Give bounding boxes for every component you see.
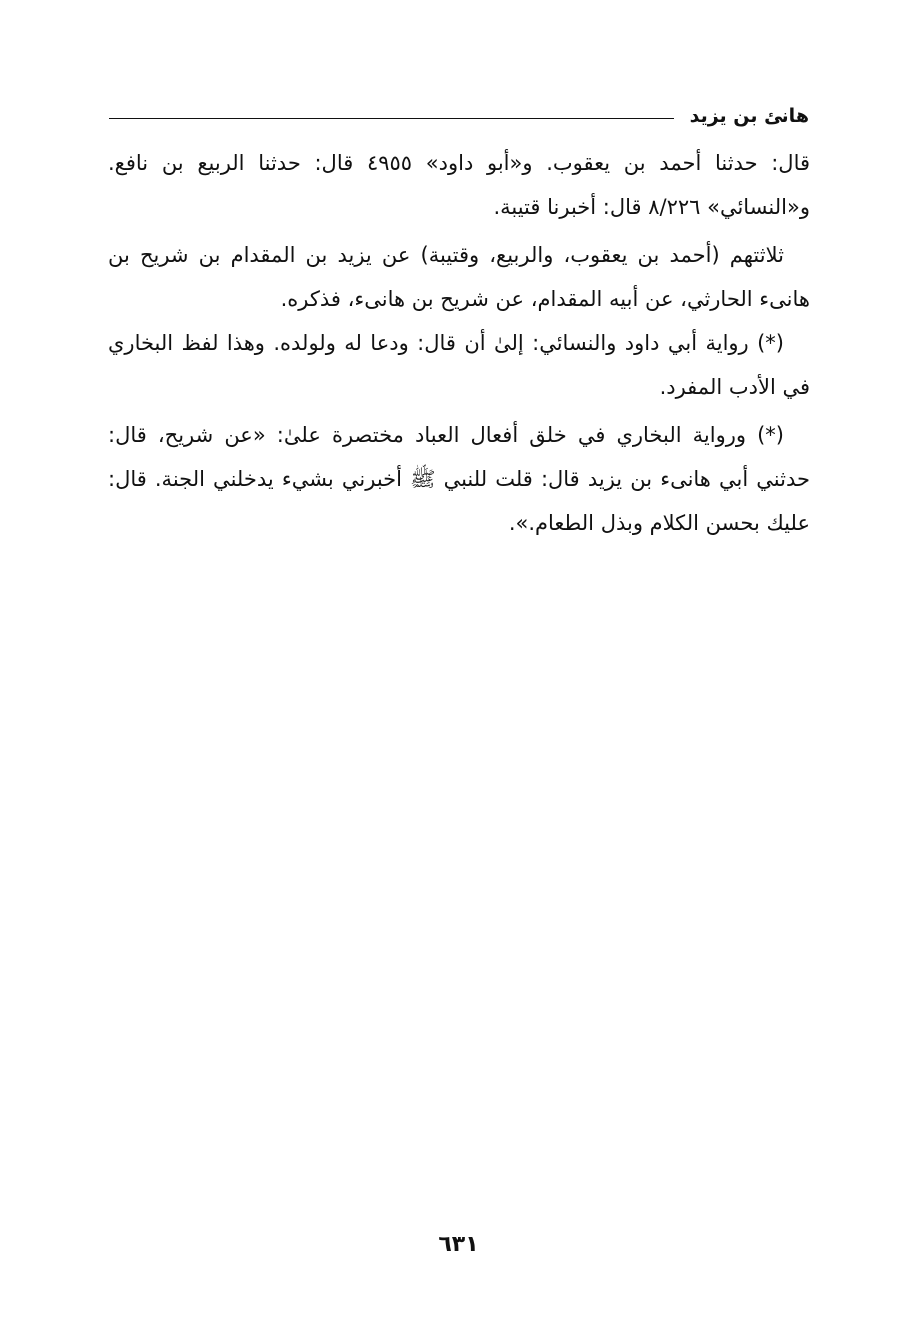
running-title: هانئ بن يزيد [689, 105, 809, 127]
page-number: ٦٣١ [438, 1232, 479, 1257]
paragraph-note-abudawud: (*) رواية أبي داود والنسائي: إلىٰ أن قال: ودعا له ولولده. وهذا لفظ البخاري في الأدب المفرد. [108, 331, 810, 399]
running-header [109, 96, 809, 136]
header-rule [109, 118, 674, 119]
paragraph-note-bukhari: (*) ورواية البخاري في خلق أفعال العباد مختصرة علىٰ: «عن شريح، قال: حدثني أبي هانىء بن يزيد قال: قلت للنبي ﷺ أخبرني بشيء يدخلني الجنة. قال: عليك بحسن الكلام وبذل الطعام.». [108, 423, 810, 535]
paragraph-citation: قال: حدثنا أحمد بن يعقوب. و«أبو داود» ٤٩٥٥ قال: حدثنا الربيع بن نافع. و«النسائي» ٨/٢٢٦ قال: أخبرنا قتيبة. [108, 151, 811, 219]
paragraph-chain: ثلاثتهم (أحمد بن يعقوب، والربيع، وقتيبة) عن يزيد بن المقدام بن شريح بن هانىء الحارثي، عن أبيه المقدام، عن شريح بن هانىء، فذكره. [108, 243, 810, 311]
main-text [108, 141, 810, 545]
